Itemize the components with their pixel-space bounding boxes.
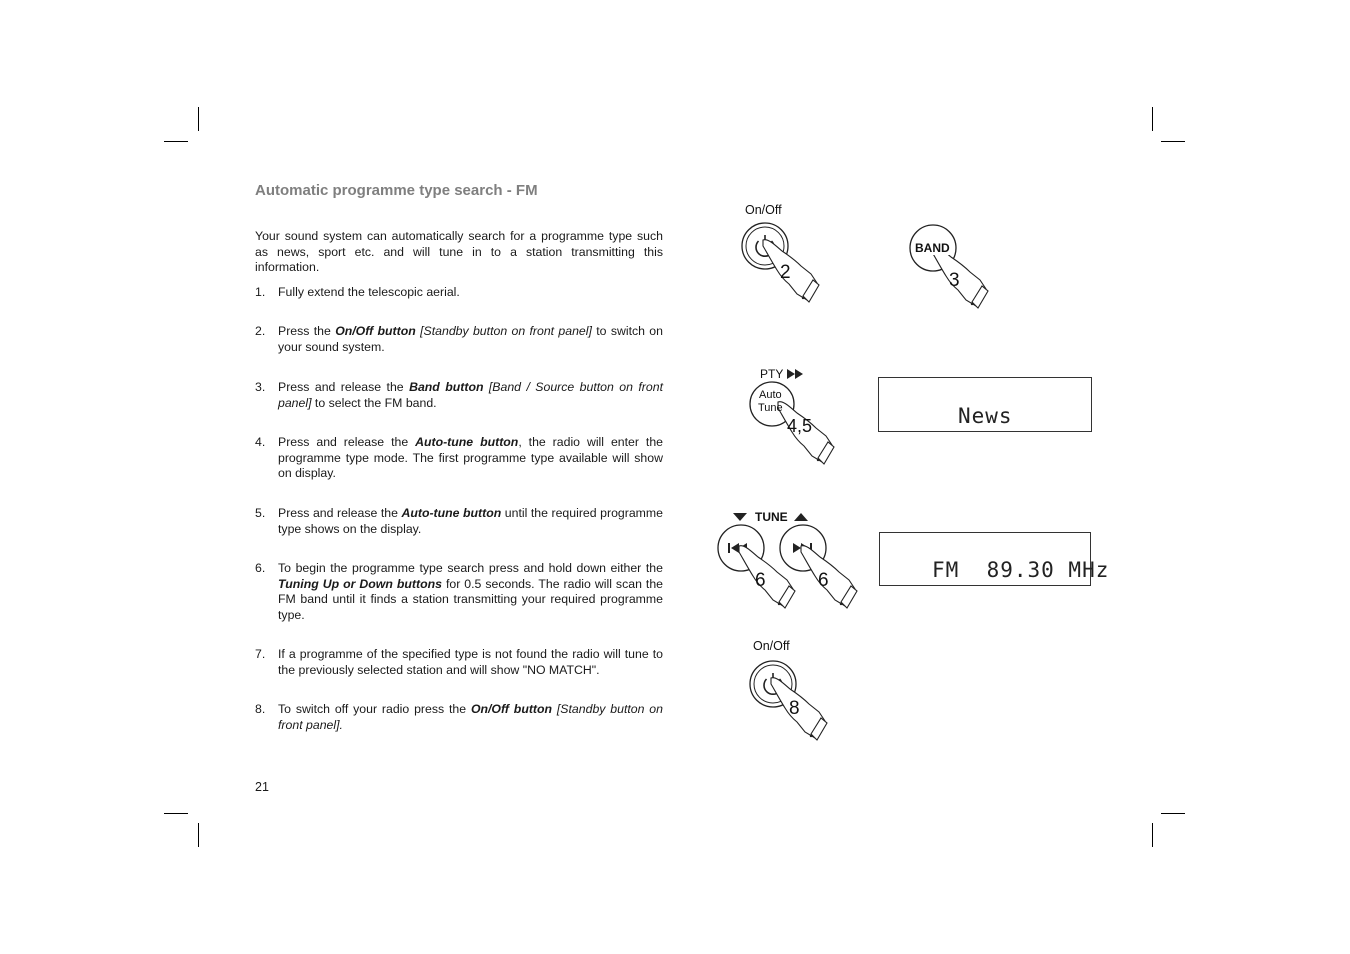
crop-mark (198, 823, 199, 847)
step-badge: 2 (780, 262, 791, 283)
step-number: 4. (255, 435, 266, 449)
onoff-label: On/Off (745, 203, 782, 217)
pressing-hand-icon (763, 240, 819, 302)
fast-forward-icon (787, 369, 805, 379)
crop-mark (1152, 823, 1153, 847)
step-text: If a programme of the specified type is not found the radio will tune to the previously selected station and will show "NO MATCH". (278, 647, 663, 677)
intro-paragraph: Your sound system can automatically search for a programme type such as news, sport etc. and will tune in to a station transmitting this information. (255, 229, 663, 275)
band-label: BAND (915, 241, 950, 255)
step-number: 7. (255, 647, 266, 661)
tune-down-arrow-icon (733, 513, 747, 522)
crop-mark (1161, 813, 1185, 814)
step-badge: 8 (789, 698, 800, 719)
display-text: News (958, 404, 1013, 428)
crop-mark (198, 107, 199, 131)
step-number: 2. (255, 324, 266, 338)
step-number: 5. (255, 506, 266, 520)
step-text: Press and release the Auto-tune button, the radio will enter the programme type mode. The first programme type available will show on display. (278, 435, 664, 481)
page-title: Automatic programme type search - FM (255, 182, 538, 199)
pty-label: PTY (760, 367, 784, 381)
tune-label: TUNE (755, 510, 788, 524)
step-item (255, 324, 663, 355)
onoff-label: On/Off (753, 639, 790, 653)
autotune-label-line2: Tune (758, 402, 783, 414)
step-item (255, 435, 663, 482)
lcd-display-frequency (879, 532, 1110, 586)
step-number: 6. (255, 561, 266, 575)
step-item (255, 380, 663, 411)
step-item (255, 561, 663, 623)
tune-up-arrow-icon (794, 513, 808, 522)
step-number: 8. (255, 702, 266, 716)
step-item (255, 506, 663, 537)
crop-mark (164, 141, 188, 142)
lcd-display-pty (878, 377, 1092, 432)
autotune-label-line1: Auto (759, 389, 782, 401)
pressing-hand-icon (932, 246, 988, 308)
pressing-hand-icon (801, 546, 857, 608)
crop-mark (1152, 107, 1153, 131)
step-badge: 3 (949, 270, 960, 291)
step-text: Press and release the Auto-tune button until the required programme type shows on the display. (278, 506, 664, 536)
step-badge: 6 (755, 570, 766, 591)
step-item (255, 647, 663, 678)
display-text: FM 89.30 MHz (932, 558, 1110, 582)
step-number: 1. (255, 285, 266, 299)
step-text: Press and release the Band button [Band / Source button on front panel] to select the FM band. (278, 380, 663, 410)
step-text: To begin the programme type search press and hold down either the Tuning Up or Down buttons for 0.5 seconds. The radio will scan the FM band until it finds a station transmitting your required programme type. (278, 561, 663, 622)
crop-mark (164, 813, 188, 814)
page-number: 21 (255, 780, 269, 794)
crop-mark (1161, 141, 1185, 142)
step-badge: 4,5 (787, 416, 813, 436)
step-item (255, 285, 663, 301)
step-text: Fully extend the telescopic aerial. (278, 285, 460, 299)
step-item (255, 702, 663, 733)
step-badge: 6 (818, 570, 829, 591)
step-number: 3. (255, 380, 266, 394)
step-text: Press the On/Off button [Standby button on front panel] to switch on your sound system. (278, 324, 663, 354)
step-text: To switch off your radio press the On/Off button [Standby button on front panel]. (278, 702, 663, 732)
